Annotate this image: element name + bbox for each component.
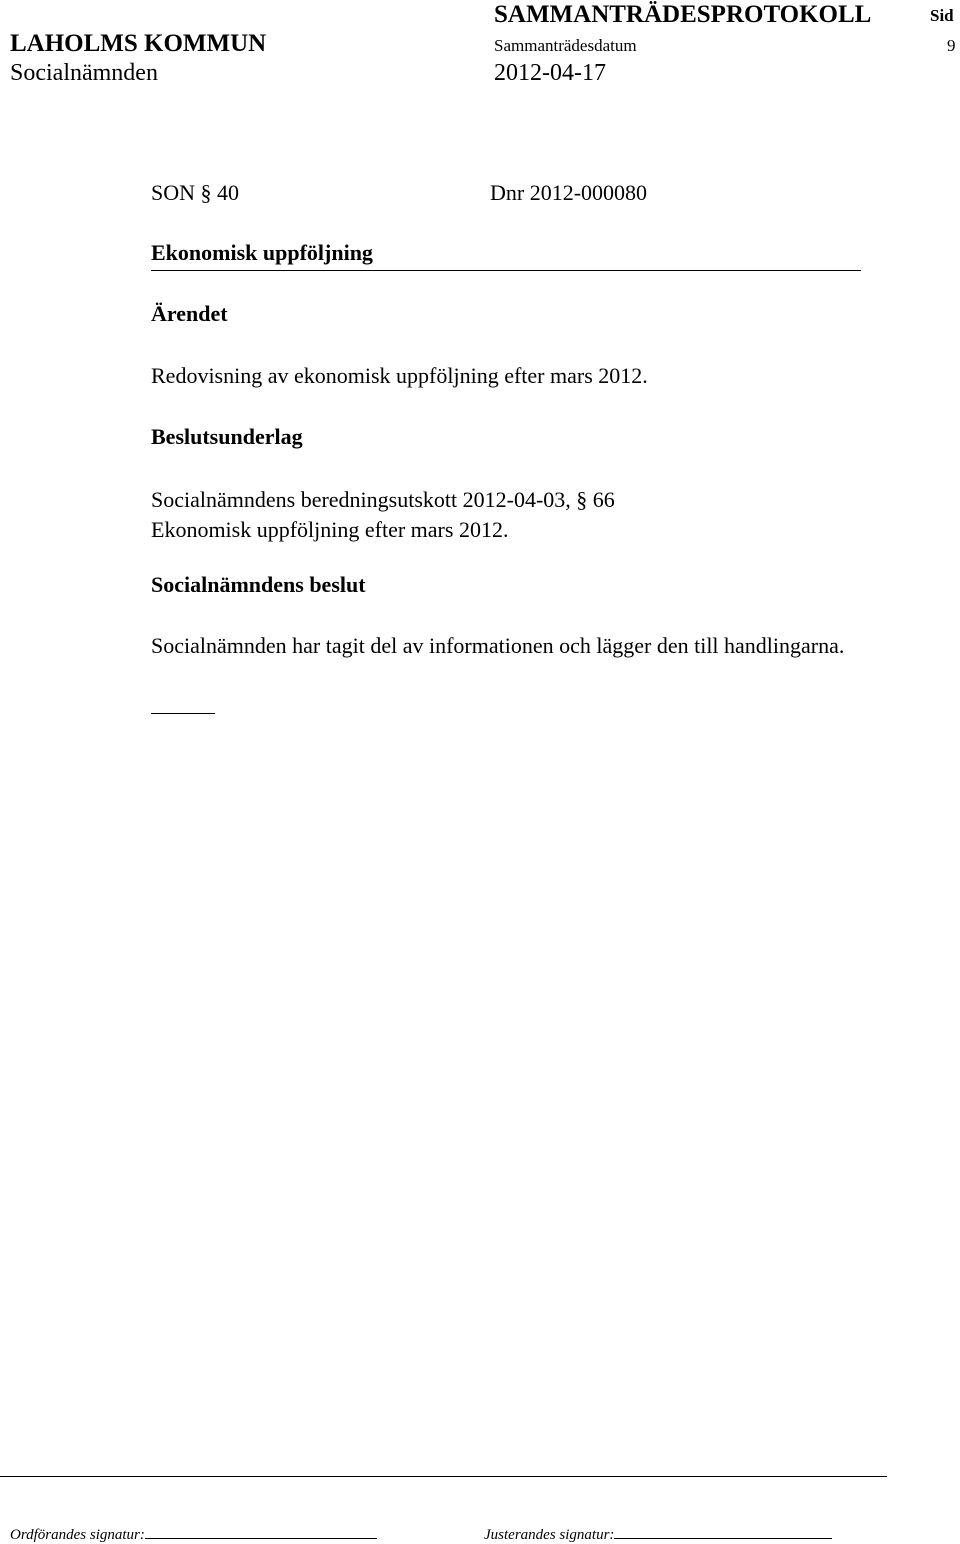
case-subject: Ekonomisk uppföljning [151,240,373,265]
diary-number: Dnr 2012-000080 [490,180,648,205]
beslut-heading: Socialnämndens beslut [151,572,366,597]
underlag-line-2: Ekonomisk uppföljning efter mars 2012. [151,517,509,542]
chair-signature [10,1524,377,1544]
case-line [151,180,861,210]
protocol-title: SAMMANTRÄDESPROTOKOLL [494,1,872,28]
section-end-rule [151,713,215,714]
page-number: 9 [947,36,956,55]
adjuster-signature [484,1524,832,1544]
arendet-heading: Ärendet [151,301,228,326]
organization-name: LAHOLMS KOMMUN [10,30,267,57]
underlag-heading: Beslutsunderlag [151,424,303,449]
subject-divider [151,270,861,271]
arendet-text: Redovisning av ekonomisk uppföljning efter mars 2012. [151,363,648,388]
meeting-date: 2012-04-17 [494,60,606,86]
adjuster-signature-label: Justerandes signatur: [484,1527,615,1543]
case-number: SON § 40 [151,180,240,205]
page-label: Sid [930,6,954,25]
underlag-line-1: Socialnämndens beredningsutskott 2012-04-03, § 66 [151,487,615,512]
underlag-text [151,485,861,545]
department-name: Socialnämnden [10,60,158,86]
meeting-date-label: Sammanträdesdatum [494,36,637,55]
chair-signature-label: Ordförandes signatur: [10,1527,145,1543]
footer-divider [0,1476,887,1477]
chair-signature-line [145,1524,377,1539]
beslut-text: Socialnämnden har tagit del av informationen och lägger den till handlingarna. [151,633,845,658]
adjuster-signature-line [614,1524,832,1539]
